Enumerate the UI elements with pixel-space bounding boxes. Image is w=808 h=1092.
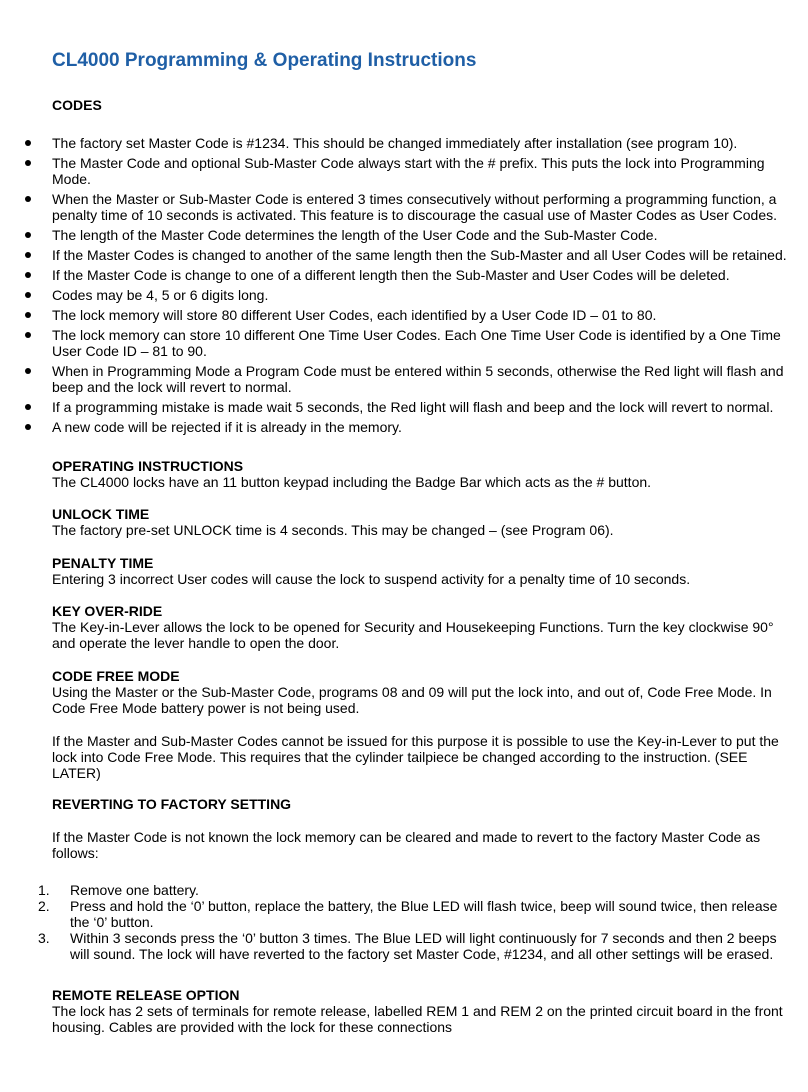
step-text: Within 3 seconds press the ‘0’ button 3 times. The Blue LED will light continuously for 7 seconds and then 2 beeps will sound. The lock will have reverted to the factory set Master Code, #1234, and all other settings will be erased. [70, 930, 777, 962]
unlock-heading: UNLOCK TIME [52, 506, 150, 522]
reverting-steps [0, 882, 790, 962]
step-number: 2. [38, 898, 50, 914]
reverting-heading: REVERTING TO FACTORY SETTING [52, 796, 292, 812]
remote-section [52, 987, 792, 1035]
list-item: If the Master Code is change to one of a different length then the Sub-Master and User Codes will be deleted. [0, 267, 790, 283]
page-title: CL4000 Programming & Operating Instructions [52, 50, 477, 71]
list-item: If a programming mistake is made wait 5 seconds, the Red light will flash and beep and the lock will revert to normal. [0, 399, 790, 415]
list-item: Codes may be 4, 5 or 6 digits long. [0, 287, 790, 303]
codes-heading: CODES [52, 97, 102, 113]
reverting-text: If the Master Code is not known the lock memory can be cleared and made to revert to the factory Master Code as follows: [52, 829, 761, 861]
penalty-section [52, 555, 792, 587]
list-item: The lock memory can store 10 different One Time User Codes. Each One Time User Code is identified by a One Time User Code ID – 81 to 90. [0, 327, 790, 359]
unlock-section [52, 506, 792, 538]
list-item: The factory set Master Code is #1234. This should be changed immediately after installation (see program 10). [0, 135, 790, 151]
list-item: A new code will be rejected if it is already in the memory. [0, 419, 790, 435]
codefree-section [52, 668, 792, 716]
operating-heading: OPERATING INSTRUCTIONS [52, 458, 244, 474]
step-text: Press and hold the ‘0’ button, replace the battery, the Blue LED will flash twice, beep will sound twice, then release the ‘0’ button. [70, 898, 778, 930]
list-item: When in Programming Mode a Program Code must be entered within 5 seconds, otherwise the Red light will flash and beep and the lock will revert to normal. [0, 363, 790, 395]
penalty-heading: PENALTY TIME [52, 555, 154, 571]
codes-list [0, 135, 790, 439]
list-item: If the Master Codes is changed to another of the same length then the Sub-Master and all User Codes will be retained. [0, 247, 790, 263]
override-heading: KEY OVER-RIDE [52, 603, 163, 619]
unlock-text: The factory pre-set UNLOCK time is 4 seconds. This may be changed – (see Program 06). [52, 522, 614, 538]
remote-text: The lock has 2 sets of terminals for remote release, labelled REM 1 and REM 2 on the printed circuit board in the front housing. Cables are provided with the lock for these connections [52, 1003, 783, 1035]
list-item: The length of the Master Code determines the length of the User Code and the Sub-Master Code. [0, 227, 790, 243]
operating-text: The CL4000 locks have an 11 button keypad including the Badge Bar which acts as the # button. [52, 474, 652, 490]
codefree-heading: CODE FREE MODE [52, 668, 180, 684]
override-section [52, 603, 792, 651]
step-text: Remove one battery. [70, 882, 199, 898]
step-number: 3. [38, 930, 50, 946]
codefree-text-1: Using the Master or the Sub-Master Code, programs 08 and 09 will put the lock into, and out of, Code Free Mode. In Code Free Mode battery power is not being used. [52, 684, 772, 716]
penalty-text: Entering 3 incorrect User codes will cause the lock to suspend activity for a penalty time of 10 seconds. [52, 571, 691, 587]
list-item: The lock memory will store 80 different User Codes, each identified by a User Code ID – 01 to 80. [0, 307, 790, 323]
list-item: When the Master or Sub-Master Code is entered 3 times consecutively without performing a programming function, a penalty time of 10 seconds is activated. This feature is to discourage the casual use of Master Codes as User Codes. [0, 191, 790, 223]
override-text: The Key-in-Lever allows the lock to be opened for Security and Housekeeping Functions. Turn the key clockwise 90° and operate the lever handle to open the door. [52, 619, 774, 651]
remote-heading: REMOTE RELEASE OPTION [52, 987, 240, 1003]
codefree-text-2: If the Master and Sub-Master Codes cannot be issued for this purpose it is possible to use the Key-in-Lever to put the lock into Code Free Mode. This requires that the cylinder tailpiece be changed according to the instruction. (SEE LATER) [52, 733, 779, 781]
list-item [0, 898, 790, 930]
list-item [0, 882, 790, 898]
list-item [0, 930, 790, 962]
operating-section [52, 458, 792, 490]
list-item: The Master Code and optional Sub-Master Code always start with the # prefix. This puts the lock into Programming Mode. [0, 155, 790, 187]
step-number: 1. [38, 882, 50, 898]
